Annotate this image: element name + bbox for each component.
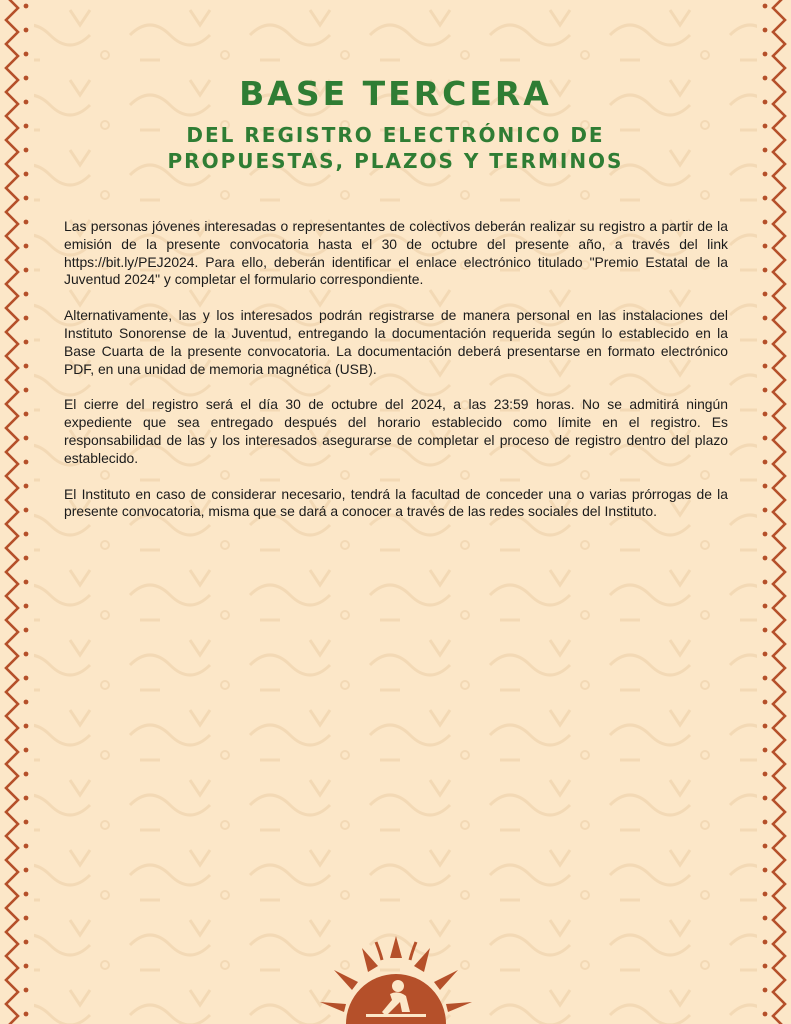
body-text: [64, 218, 728, 539]
right-zigzag-border: [757, 0, 791, 1024]
page-title: BASE TERCERA: [239, 74, 552, 113]
paragraph-registration: Las personas jóvenes interesadas o representantes de colectivos deberán realizar su registro a partir de la emisión de la presente convocatoria hasta el 30 de octubre del presente año, a través del link https://bit.ly/PEJ2024. Para ello, deberán identificar el enlace electrónico titulado "Premio Estatal de la Juventud 2024" y completar el formulario correspondiente.: [64, 218, 728, 288]
left-zigzag-border: [0, 0, 34, 1024]
sun-figure-emblem-icon: [306, 928, 486, 1024]
paragraph-in-person: Alternativamente, las y los interesados podrán registrarse de manera personal en las instalaciones del Instituto Sonorense de la Juventud, entregando la documentación requerida según lo establecido en la Base Cuarta de la presente convocatoria. La documentación deberá presentarse en formato electrónico PDF, en una unidad de memoria magnética (USB).: [64, 307, 728, 377]
paragraph-extensions: El Instituto en caso de considerar necesario, tendrá la facultad de conceder una o varias prórrogas de la presente convocatoria, misma que se dará a conocer a través de las redes sociales del Instituto.: [64, 485, 728, 520]
paragraph-deadline: El cierre del registro será el día 30 de octubre del 2024, a las 23:59 horas. No se admitirá ningún expediente que sea entregado después del horario establecido como límite en el registro. Es responsabilidad de las y los interesados asegurarse de completar el proceso de registro dentro del plazo establecido.: [64, 396, 728, 466]
page-subtitle: DEL REGISTRO ELECTRÓNICO DE PROPUESTAS, PLAZOS Y TERMINOS: [167, 123, 624, 173]
